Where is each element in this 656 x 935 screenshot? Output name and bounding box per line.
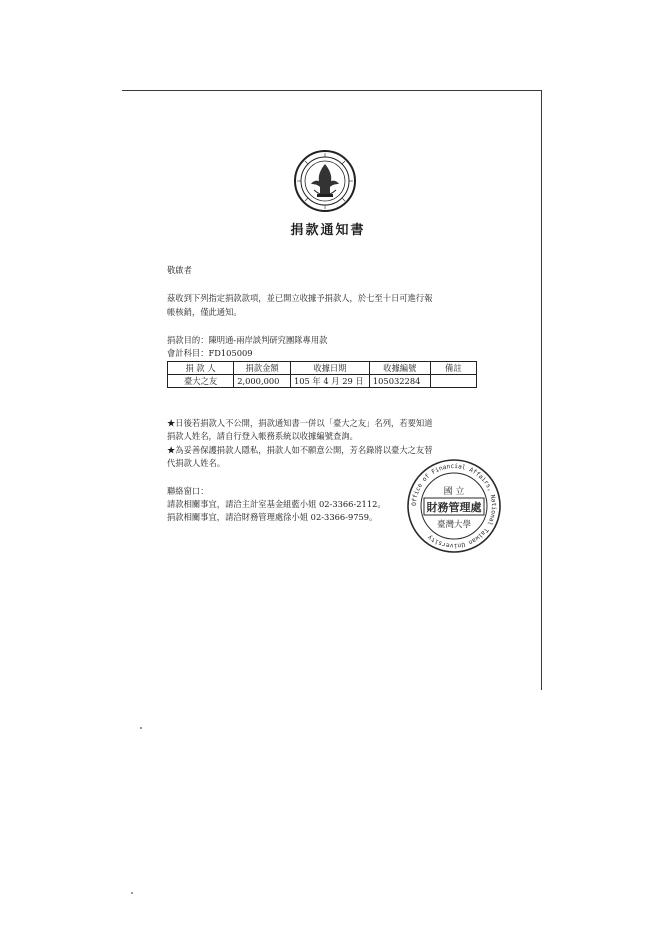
contact-label: 聯絡窗口： [167, 486, 209, 496]
table-cell: 臺大之友 [168, 375, 234, 388]
table-cell [430, 375, 476, 388]
note-1-line-2: 捐款人姓名，請自行登入帳務系統以收據編號查詢。 [167, 431, 358, 441]
document-title: 捐款通知書 [290, 223, 366, 238]
purpose-line: 捐款目的：陳明通-兩岸談判研究團隊專用款 [167, 335, 328, 345]
scan-speck [131, 892, 133, 894]
scan-speck [140, 727, 142, 729]
table-header-row [168, 362, 477, 375]
table-cell: 105 年 4 月 29 日 [290, 375, 369, 388]
scan-edge-top [122, 90, 542, 91]
salutation: 敬啟者 [167, 265, 192, 275]
table-cell: 2,000,000 [234, 375, 291, 388]
scan-edge-right [541, 90, 542, 690]
table-cell: 105032284 [369, 375, 430, 388]
note-2-line-2: 代捐款人姓名。 [167, 458, 226, 468]
table-header: 捐 款 人 [168, 362, 234, 375]
table-row [168, 375, 477, 388]
intro-line-1: 茲收到下列指定捐款款項，並已開立收據予捐款人，於七至十日可進行報 [167, 293, 433, 303]
contact-line-2: 捐款相關事宜，請洽財務管理處徐小姐 02-3366-9759。 [167, 512, 378, 522]
note-2-line-1: ★為妥善保護捐款人隱私，捐款人如不願意公開，芳名錄將以臺大之友替 [167, 445, 433, 455]
donation-table [167, 361, 477, 388]
table-header: 捐款金額 [234, 362, 291, 375]
account-line: 會計科目：FD105009 [167, 348, 253, 358]
stamp-line-3: 臺灣大學 [436, 520, 472, 530]
stamp-ring-text: Office of Financial Affairs, National Taiwan University [410, 462, 498, 550]
university-seal-icon [294, 150, 356, 212]
table-header: 收據編號 [369, 362, 430, 375]
table-header: 收據日期 [290, 362, 369, 375]
contact-line-1: 請款相關事宜，請洽主計室基金組藍小姐 02-3366-2112。 [167, 499, 386, 509]
stamp-line-2: 財務管理處 [426, 501, 482, 514]
office-stamp-icon [406, 458, 502, 554]
note-1-line-1: ★日後若捐款人不公開，捐款通知書一併以「臺大之友」名列，若要知道 [167, 418, 433, 428]
table-header: 備註 [430, 362, 476, 375]
intro-line-2: 帳核銷，僅此通知。 [167, 307, 242, 317]
stamp-line-1: 國 立 [443, 487, 465, 497]
